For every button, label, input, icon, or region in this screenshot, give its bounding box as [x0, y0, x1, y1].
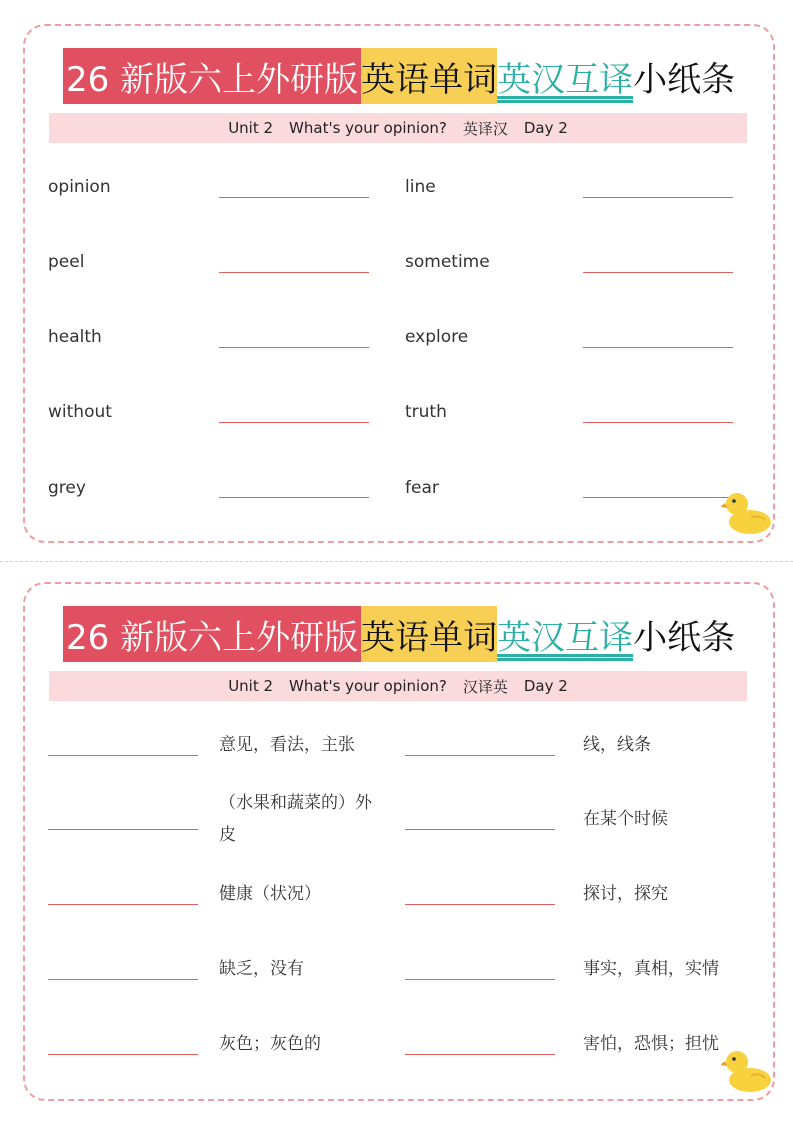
english-word: fear — [405, 478, 439, 498]
title-part-teal: 英汉互译 — [497, 59, 634, 100]
chinese-meaning: 害怕，恐惧；担忧 — [583, 1034, 719, 1054]
english-word: opinion — [48, 177, 111, 197]
worksheet-card-en-to-cn — [23, 24, 775, 543]
chinese-meaning: （水果和蔬菜的）外皮 — [219, 793, 372, 845]
answer-blank[interactable] — [219, 422, 369, 423]
english-word: peel — [48, 252, 85, 272]
day-label: Day 2 — [523, 677, 568, 695]
duck-icon — [721, 1046, 773, 1094]
answer-blank[interactable] — [405, 1054, 555, 1055]
answer-blank[interactable] — [48, 829, 198, 830]
title-part-red: 26 新版六上外研版 — [63, 48, 361, 104]
unit-banner — [49, 113, 747, 143]
english-word: health — [48, 327, 102, 347]
title-part-black: 小纸条 — [633, 59, 736, 100]
chinese-meaning: 探讨，探究 — [583, 884, 668, 904]
unit-label: Unit 2 — [228, 119, 274, 137]
english-word: truth — [405, 402, 447, 422]
english-word: grey — [48, 478, 86, 498]
worksheet-title — [63, 48, 735, 104]
answer-blank[interactable] — [583, 197, 733, 198]
mode-label: 英译汉 — [462, 119, 508, 138]
unit-label: Unit 2 — [228, 677, 274, 695]
chinese-meaning: 灰色；灰色的 — [219, 1034, 321, 1054]
chinese-meaning: 事实，真相，实情 — [583, 959, 719, 979]
worksheet-card-cn-to-en — [23, 582, 775, 1101]
mode-label: 汉译英 — [462, 677, 508, 696]
title-part-yellow: 英语单词 — [361, 48, 497, 104]
chinese-meaning: 意见，看法，主张 — [219, 735, 355, 755]
duck-icon — [721, 488, 773, 536]
worksheet-title — [63, 606, 735, 662]
title-part-red: 26 新版六上外研版 — [63, 606, 361, 662]
answer-blank[interactable] — [48, 755, 198, 756]
answer-blank[interactable] — [583, 347, 733, 348]
title-part-black: 小纸条 — [633, 617, 736, 658]
answer-blank[interactable] — [219, 347, 369, 348]
answer-blank[interactable] — [48, 1054, 198, 1055]
unit-banner — [49, 671, 747, 701]
day-label: Day 2 — [523, 119, 568, 137]
english-word: sometime — [405, 252, 490, 272]
answer-blank[interactable] — [219, 497, 369, 498]
answer-blank[interactable] — [219, 272, 369, 273]
answer-blank[interactable] — [48, 979, 198, 980]
english-word: explore — [405, 327, 469, 347]
chinese-meaning: 在某个时候 — [583, 809, 668, 829]
title-part-yellow: 英语单词 — [361, 606, 497, 662]
chinese-meaning: 缺乏，没有 — [219, 959, 304, 979]
answer-blank[interactable] — [48, 904, 198, 905]
english-word: line — [405, 177, 436, 197]
chinese-meaning: 线，线条 — [583, 735, 651, 755]
chinese-meaning: 健康（状况） — [219, 884, 321, 904]
answer-blank[interactable] — [583, 272, 733, 273]
unit-topic: What's your opinion? — [289, 677, 447, 695]
cut-line — [0, 561, 793, 562]
unit-topic: What's your opinion? — [289, 119, 447, 137]
answer-blank[interactable] — [405, 979, 555, 980]
answer-blank[interactable] — [219, 197, 369, 198]
answer-blank[interactable] — [583, 422, 733, 423]
title-part-teal: 英汉互译 — [497, 617, 634, 658]
answer-blank[interactable] — [405, 904, 555, 905]
english-word: without — [48, 402, 112, 422]
answer-blank[interactable] — [405, 755, 555, 756]
answer-blank[interactable] — [405, 829, 555, 830]
answer-blank[interactable] — [583, 497, 733, 498]
